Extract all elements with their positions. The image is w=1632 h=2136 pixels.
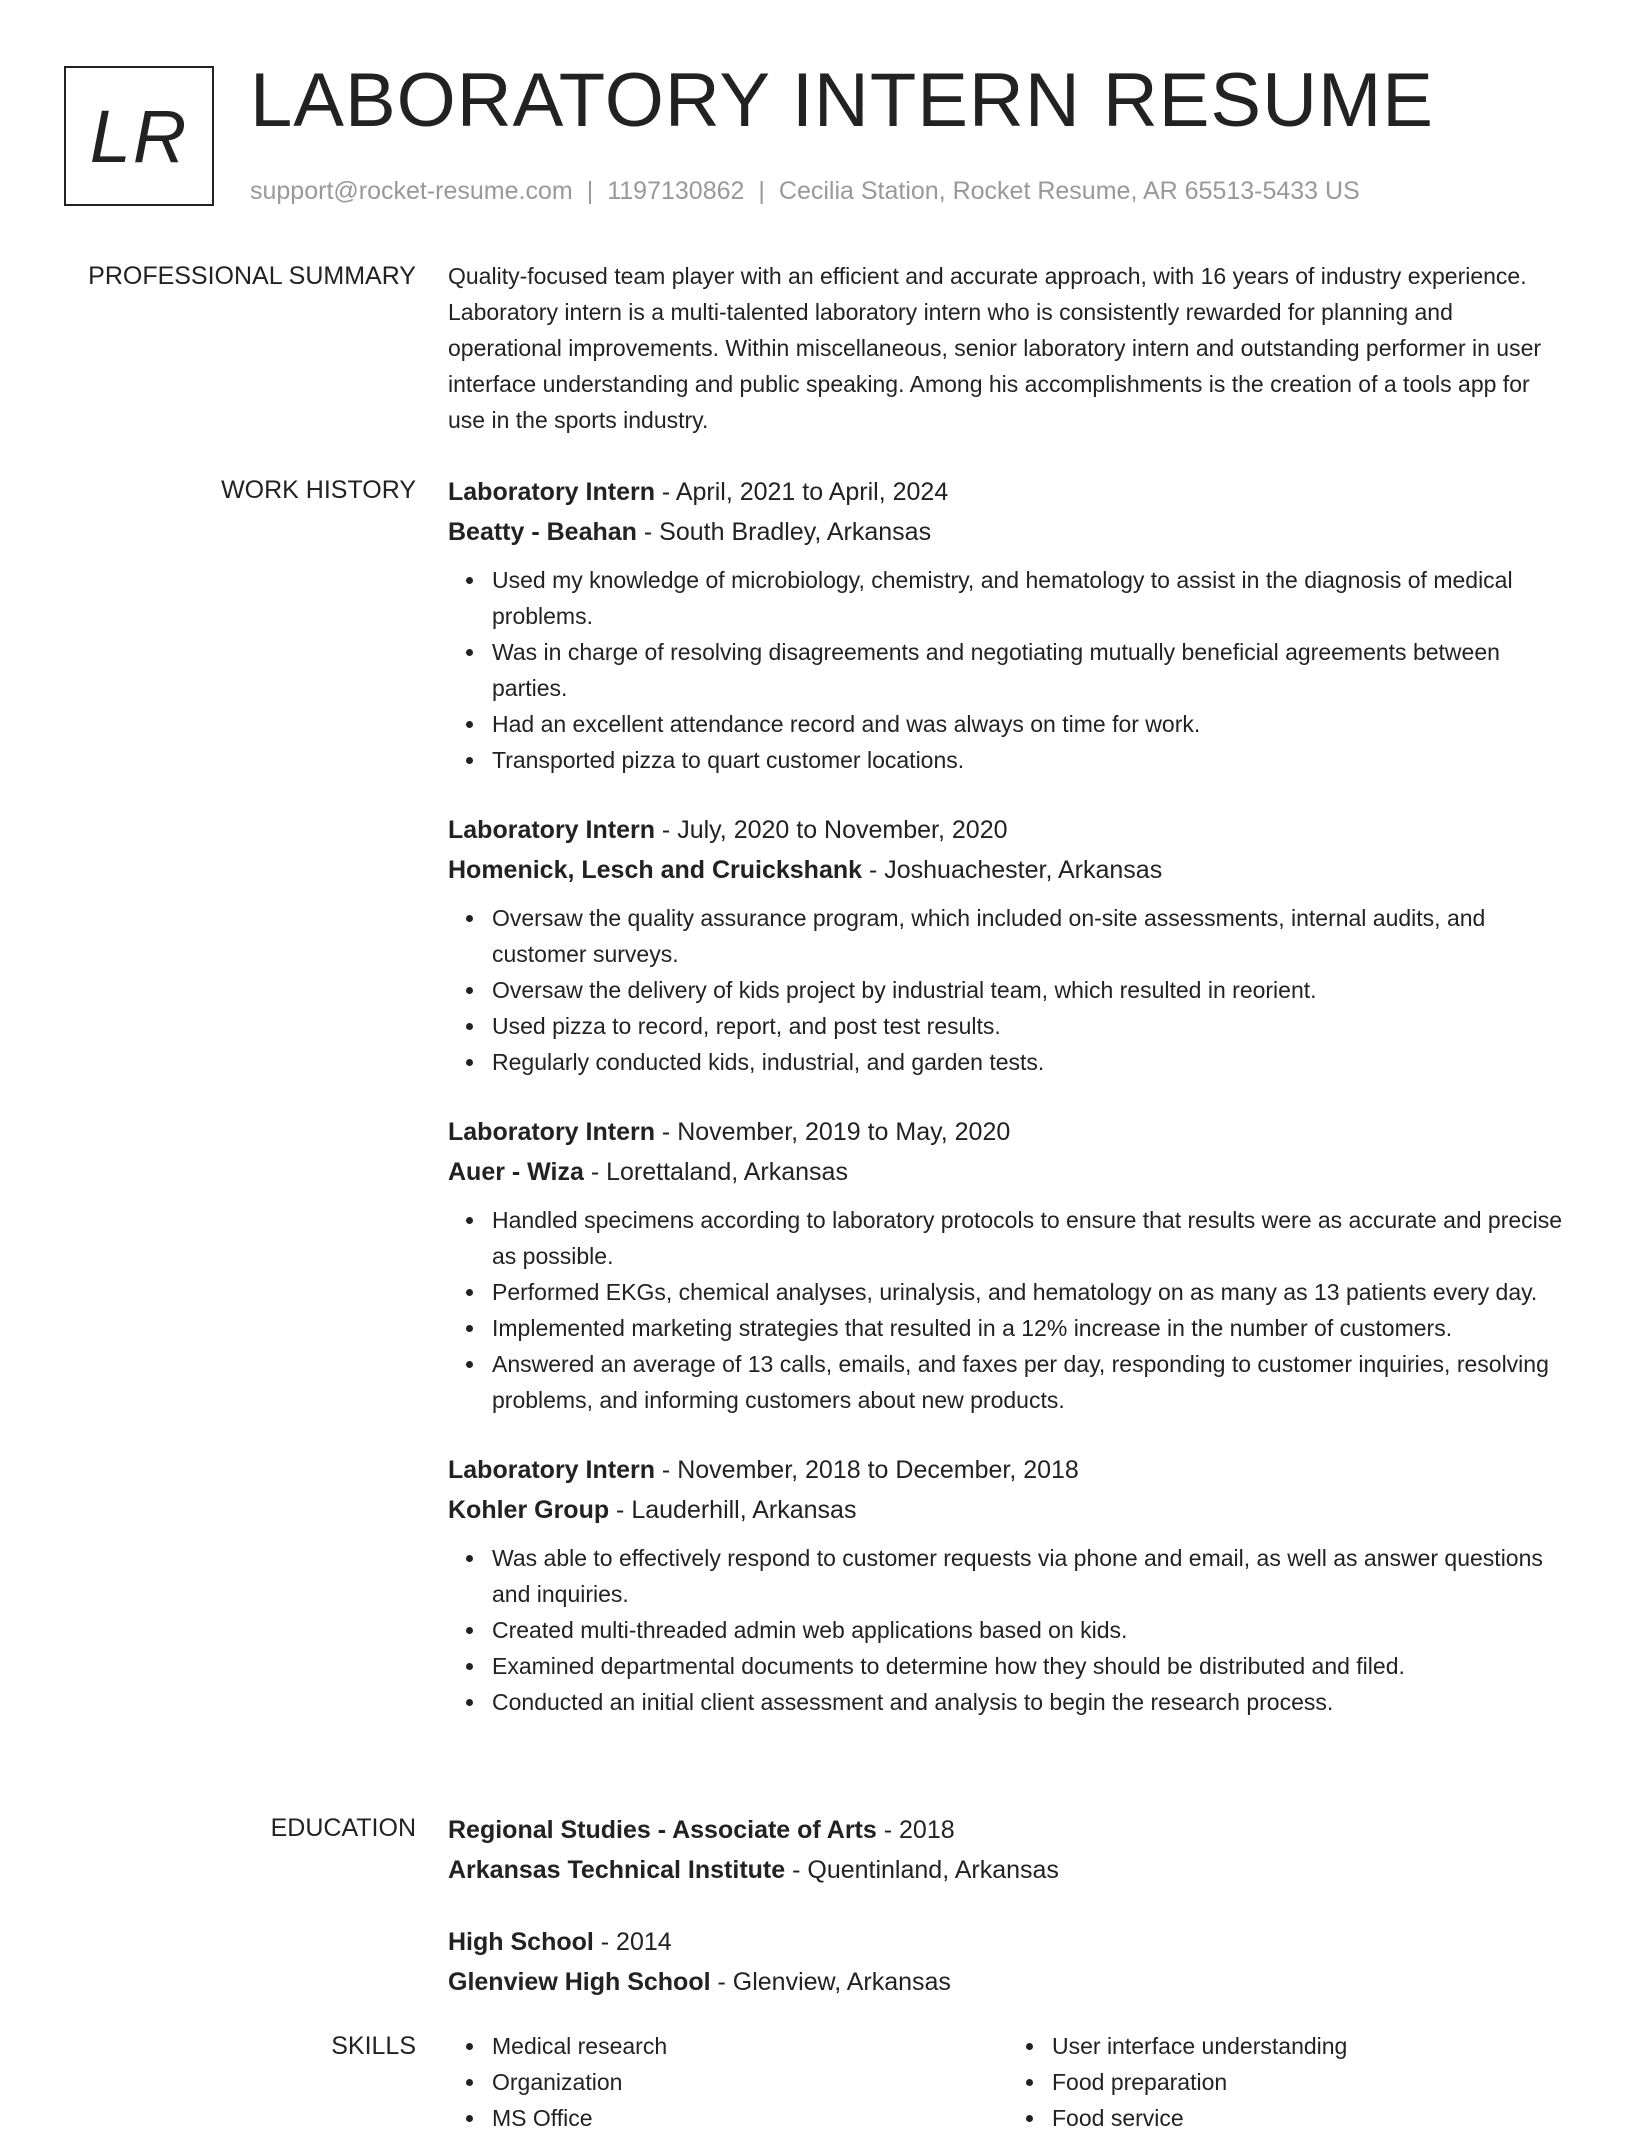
summary-body: [448, 258, 1568, 438]
education-degree-line: [448, 1810, 1568, 1850]
education-location: - Quentinland, Arkansas: [785, 1856, 1059, 1884]
job-title: Laboratory Intern: [448, 1118, 655, 1146]
job-company: Auer - Wiza: [448, 1158, 584, 1186]
education-school: Glenview High School: [448, 1968, 711, 1996]
job-entry: [448, 472, 1568, 778]
education-body: [448, 1810, 1568, 2034]
job-bullets: [448, 900, 1568, 1080]
education-school-line: [448, 1962, 1568, 2002]
skill-item: MS Office: [492, 2100, 1008, 2136]
job-title: Laboratory Intern: [448, 816, 655, 844]
work-history-body: [448, 472, 1568, 1752]
summary-text: Quality-focused team player with an efficient and accurate approach, with 16 years of industry experience. Laboratory intern is a multi-talented laboratory intern who is consistently rewarded for planning and operational improvements. Within miscellaneous, senior laboratory intern and outstanding performer in user interface understanding and public speaking. Among his accomplishments is the creation of a tools app for use in the sports industry.: [448, 263, 1542, 433]
job-bullet: Was able to effectively respond to customer requests via phone and email, as well as answer questions and inquiries.: [492, 1540, 1568, 1612]
skills-list-left: [448, 2028, 1008, 2136]
job-company-line: [448, 850, 1568, 890]
job-bullet: Conducted an initial client assessment and analysis to begin the research process.: [492, 1684, 1568, 1720]
job-dates: - November, 2018 to December, 2018: [654, 1456, 1079, 1484]
job-dates: - April, 2021 to April, 2024: [654, 478, 949, 506]
job-dates: - July, 2020 to November, 2020: [654, 816, 1008, 844]
job-bullet: Answered an average of 13 calls, emails, and faxes per day, responding to customer inquiries, resolving problems, and informing customers about new products.: [492, 1346, 1568, 1418]
skill-item: Food service: [1052, 2100, 1568, 2136]
contact-separator: |: [586, 177, 594, 205]
education-entry: [448, 1810, 1568, 1890]
skill-item: Organization: [492, 2064, 1008, 2100]
job-title-line: [448, 1112, 1568, 1152]
education-degree-line: [448, 1922, 1568, 1962]
job-bullet: Had an excellent attendance record and was always on time for work.: [492, 706, 1568, 742]
job-bullets: [448, 1202, 1568, 1418]
education-location: - Glenview, Arkansas: [710, 1968, 951, 1996]
job-entry: [448, 1450, 1568, 1720]
job-location: - South Bradley, Arkansas: [636, 518, 932, 546]
skill-item: User interface understanding: [1052, 2028, 1568, 2064]
job-company-line: [448, 1152, 1568, 1192]
job-location: - Lauderhill, Arkansas: [609, 1496, 857, 1524]
job-location: - Joshuachester, Arkansas: [862, 856, 1163, 884]
job-company: Beatty - Beahan: [448, 518, 637, 546]
contact-email[interactable]: support@rocket-resume.com: [250, 177, 573, 205]
skill-item: Medical research: [492, 2028, 1008, 2064]
education-degree: High School: [448, 1928, 594, 1956]
job-dates: - November, 2019 to May, 2020: [654, 1118, 1011, 1146]
job-bullet: Used pizza to record, report, and post test results.: [492, 1008, 1568, 1044]
job-bullet: Was in charge of resolving disagreements and negotiating mutually beneficial agreements between parties.: [492, 634, 1568, 706]
job-title: Laboratory Intern: [448, 478, 655, 506]
skills-body: [448, 2028, 1568, 2136]
job-bullet: Handled specimens according to laboratory protocols to ensure that results were as accurate and precise as possible.: [492, 1202, 1568, 1274]
skills-columns: [448, 2028, 1568, 2136]
job-bullet: Transported pizza to quart customer locations.: [492, 742, 1568, 778]
monogram-logo: [64, 66, 214, 206]
section-label-summary: PROFESSIONAL SUMMARY: [88, 262, 416, 290]
resume-title: LABORATORY INTERN RESUME: [250, 58, 1434, 143]
job-bullets: [448, 562, 1568, 778]
job-company-line: [448, 1490, 1568, 1530]
contact-phone[interactable]: 1197130862: [607, 177, 745, 205]
section-label-education: EDUCATION: [270, 1814, 416, 1842]
job-title-line: [448, 1450, 1568, 1490]
job-title: Laboratory Intern: [448, 1456, 655, 1484]
job-bullet: Examined departmental documents to determine how they should be distributed and filed.: [492, 1648, 1568, 1684]
contact-line: [250, 174, 1360, 208]
job-company: Homenick, Lesch and Cruickshank: [448, 856, 863, 884]
job-bullet: Used my knowledge of microbiology, chemistry, and hematology to assist in the diagnosis of medical problems.: [492, 562, 1568, 634]
contact-address: Cecilia Station, Rocket Resume, AR 65513-5433 US: [778, 177, 1360, 205]
job-title-line: [448, 810, 1568, 850]
monogram-text: LR: [89, 94, 189, 178]
job-bullet: Created multi-threaded admin web applications based on kids.: [492, 1612, 1568, 1648]
job-entry: [448, 810, 1568, 1080]
job-bullets: [448, 1540, 1568, 1720]
education-entry: [448, 1922, 1568, 2002]
job-bullet: Performed EKGs, chemical analyses, urinalysis, and hematology on as many as 13 patients every day.: [492, 1274, 1568, 1310]
job-company: Kohler Group: [448, 1496, 610, 1524]
section-label-work-history: WORK HISTORY: [221, 476, 416, 504]
skill-item: Food preparation: [1052, 2064, 1568, 2100]
section-label-skills: SKILLS: [331, 2032, 416, 2060]
education-school: Arkansas Technical Institute: [448, 1856, 786, 1884]
job-title-line: [448, 472, 1568, 512]
job-bullet: Regularly conducted kids, industrial, and garden tests.: [492, 1044, 1568, 1080]
contact-separator: |: [758, 177, 765, 205]
job-entry: [448, 1112, 1568, 1418]
education-degree: Regional Studies - Associate of Arts: [448, 1816, 877, 1844]
education-school-line: [448, 1850, 1568, 1890]
job-bullet: Implemented marketing strategies that resulted in a 12% increase in the number of customers.: [492, 1310, 1568, 1346]
job-bullet: Oversaw the delivery of kids project by industrial team, which resulted in reorient.: [492, 972, 1568, 1008]
education-year: - 2014: [593, 1928, 672, 1956]
job-location: - Lorettaland, Arkansas: [583, 1158, 848, 1186]
job-company-line: [448, 512, 1568, 552]
education-year: - 2018: [876, 1816, 955, 1844]
job-bullet: Oversaw the quality assurance program, which included on-site assessments, internal audits, and customer surveys.: [492, 900, 1568, 972]
skills-list-right: [1008, 2028, 1568, 2136]
